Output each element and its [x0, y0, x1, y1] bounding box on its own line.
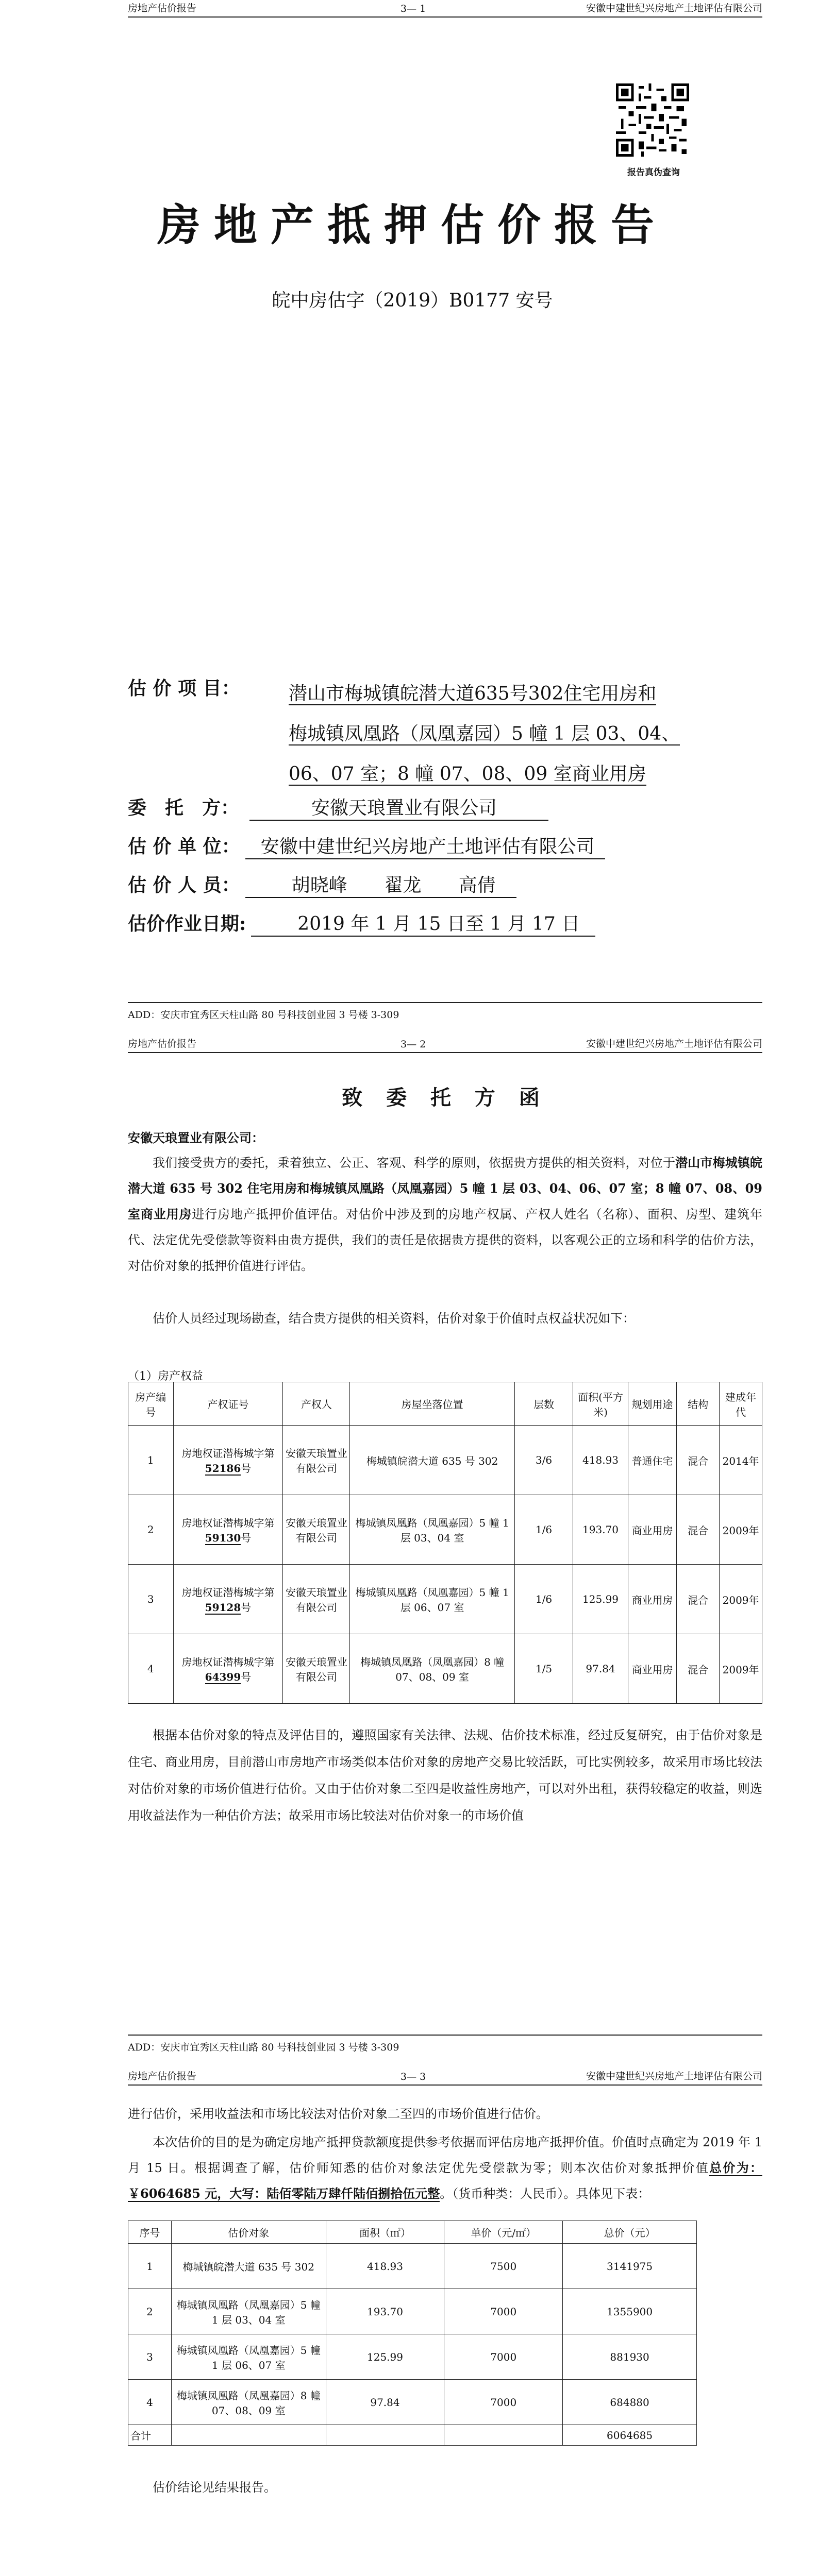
total-label: 合计: [128, 2425, 172, 2446]
p1-subject: 潜山市梅城镇皖潜大道 635 号 302 住宅用房和梅城镇凤凰路（凤凰嘉园）5 幢 1 层 03、04、06、07 室；8 幢 07、08、09 室商业用房: [128, 1155, 762, 1222]
cell-area: 193.70: [326, 2289, 444, 2334]
cell-no: 2: [128, 2289, 172, 2334]
project-line: 06、07 室；8 幢 07、08、09 室商业用房: [289, 764, 646, 785]
cell-cert: [173, 1495, 283, 1565]
cert-text: 房地权证潜梅城字第: [181, 1586, 275, 1599]
cert-text: 房地权证潜梅城字第: [181, 1517, 275, 1529]
staff-value: 胡晓峰 翟龙 高倩: [245, 871, 516, 898]
header-company: 安徽中建世纪兴房地产土地评估有限公司: [586, 1038, 762, 1049]
cell-use: 商业用房: [628, 1495, 677, 1565]
cell-use: 商业用房: [628, 1634, 677, 1704]
cert-suffix: 号: [241, 1671, 252, 1683]
date-value: 2019 年 1 月 15 日至 1 月 17 日: [251, 909, 595, 937]
cell-location: 梅城镇凤凰路（凤凰嘉园）5 幢 1 层 06、07 室: [350, 1565, 514, 1634]
cell-empty: [444, 2425, 563, 2446]
value-table: [128, 2221, 697, 2446]
cell-total: 881930: [563, 2334, 697, 2380]
cell-object: 梅城镇皖潜大道 635 号 302: [171, 2244, 326, 2289]
cell-use: 商业用房: [628, 1565, 677, 1634]
cell-no: 3: [128, 2334, 172, 2380]
page-gap: [0, 1025, 818, 1032]
table-row: [128, 2289, 697, 2334]
project-row: [128, 674, 240, 700]
header-left: 房地产估价报告: [128, 2071, 197, 2082]
rights-header-cell: 房屋坐落位置: [350, 1382, 514, 1426]
table-row: [128, 2334, 697, 2380]
rights-header-cell: 结构: [677, 1382, 720, 1426]
table-row: [128, 2380, 697, 2425]
cell-structure: 混合: [677, 1495, 720, 1565]
rights-header-cell: 产权人: [283, 1382, 350, 1426]
cell-object: 梅城镇凤凰路（凤凰嘉园）5 幢 1 层 06、07 室: [171, 2334, 326, 2380]
rights-header-cell: 建成年代: [720, 1382, 762, 1426]
rights-table: [128, 1382, 762, 1704]
cell-year: 2009年: [720, 1565, 762, 1634]
cell-area: 97.84: [326, 2380, 444, 2425]
header-page-number: 3— 2: [400, 1039, 426, 1050]
letter-paragraph-2: 估价人员经过现场勘查，结合贵方提供的相关资料，估价对象于价值时点权益状况如下：: [153, 1311, 635, 1326]
cert-suffix: 号: [241, 1532, 252, 1544]
cell-year: 2014年: [720, 1426, 762, 1495]
cell-no: 3: [128, 1565, 174, 1634]
report-number: 皖中房估字（2019）B0177 安号: [272, 290, 553, 311]
cell-use: 普通住宅: [628, 1426, 677, 1495]
cell-cert: [173, 1565, 283, 1634]
value-header-cell: 单价（元/㎡）: [444, 2221, 563, 2244]
cell-empty: [326, 2425, 444, 2446]
letter-title: 致 委 托 方 函: [342, 1086, 548, 1110]
cell-area: 418.93: [573, 1426, 628, 1495]
cert-number: 52186: [205, 1462, 241, 1475]
cell-owner: 安徽天琅置业有限公司: [283, 1426, 350, 1495]
rights-table-header: [128, 1382, 762, 1426]
letter-paragraph-3-cont: 进行估价，采用收益法和市场比较法对估价对象二至四的市场价值进行估价。: [128, 2107, 548, 2121]
qr-caption: 报告真伪查询: [627, 167, 680, 178]
report-title: 房地产抵押估价报告: [157, 199, 667, 250]
letter-paragraph-1: [128, 1150, 762, 1279]
conclusion-note: 估价结论见结果报告。: [153, 2480, 276, 2495]
value-header-cell: 面积（㎡）: [326, 2221, 444, 2244]
cell-object: 梅城镇凤凰路（凤凰嘉园）5 幢 1 层 03、04 室: [171, 2289, 326, 2334]
letter-paragraph-4: [128, 2129, 762, 2207]
date-row: [128, 909, 595, 937]
cell-total: 684880: [563, 2380, 697, 2425]
cert-number: 59128: [205, 1601, 241, 1614]
appraiser-value: 安徽中建世纪兴房地产土地评估有限公司: [245, 832, 605, 859]
cell-location: 梅城镇凤凰路（凤凰嘉园）8 幢 07、08、09 室: [350, 1634, 514, 1704]
cell-cert: [173, 1426, 283, 1495]
page-footer: [128, 2035, 762, 2054]
value-header-cell: 总价（元）: [563, 2221, 697, 2244]
cell-year: 2009年: [720, 1634, 762, 1704]
p4-text-2: 。（货币种类：人民币）。具体见下表：: [440, 2187, 650, 2201]
table-row: [128, 1426, 762, 1495]
cell-floor: 3/6: [514, 1426, 573, 1495]
rights-header-cell: 房产编号: [128, 1382, 174, 1426]
client-value: 安徽天琅置业有限公司: [249, 793, 548, 821]
cell-floor: 1/6: [514, 1565, 573, 1634]
cert-text: 房地权证潜梅城字第: [181, 1447, 275, 1460]
table-row: [128, 2244, 697, 2289]
table-row: [128, 1565, 762, 1634]
header-page-number: 3— 3: [400, 2071, 426, 2082]
cell-unit-price: 7000: [444, 2289, 563, 2334]
cell-structure: 混合: [677, 1426, 720, 1495]
cell-location: 梅城镇皖潜大道 635 号 302: [350, 1426, 514, 1495]
project-label: 估 价 项 目：: [128, 677, 240, 699]
cell-total: 1355900: [563, 2289, 697, 2334]
rights-header-cell: 规划用途: [628, 1382, 677, 1426]
cell-area: 418.93: [326, 2244, 444, 2289]
page-gap: [0, 2058, 818, 2065]
cell-area: 125.99: [573, 1565, 628, 1634]
value-table-header: [128, 2221, 697, 2244]
appraiser-row: [128, 832, 605, 859]
cell-cert: [173, 1634, 283, 1704]
footer-address: ADD：安庆市宜秀区天柱山路 80 号科技创业园 3 号楼 3-309: [128, 2042, 399, 2053]
client-label: 委 托 方：: [128, 797, 240, 819]
header-company: 安徽中建世纪兴房地产土地评估有限公司: [586, 2071, 762, 2082]
cover-page: [0, 0, 818, 1025]
page-header: [128, 2068, 762, 2086]
appraiser-label: 估 价 单 位：: [128, 836, 240, 857]
header-page-number: 3— 1: [400, 3, 426, 14]
cell-area: 125.99: [326, 2334, 444, 2380]
letter-page-1: [0, 1032, 818, 2058]
cell-owner: 安徽天琅置业有限公司: [283, 1495, 350, 1565]
value-header-cell: 序号: [128, 2221, 172, 2244]
p4-total-value: 总价为：￥6064685 元，大写：陆佰零陆万肆仟陆佰捌拾伍元整: [128, 2160, 763, 2201]
cell-owner: 安徽天琅置业有限公司: [283, 1634, 350, 1704]
cell-no: 4: [128, 2380, 172, 2425]
cell-unit-price: 7000: [444, 2334, 563, 2380]
project-line: 潜山市梅城镇皖潜大道635号302住宅用房和: [289, 683, 657, 704]
cert-suffix: 号: [241, 1601, 252, 1614]
cell-no: 4: [128, 1634, 174, 1704]
cell-empty: [171, 2425, 326, 2446]
table-row: [128, 1495, 762, 1565]
table-total-row: [128, 2425, 697, 2446]
salutation: 安徽天琅置业有限公司：: [128, 1130, 264, 1145]
header-left: 房地产估价报告: [128, 1038, 197, 1049]
date-label: 估价作业日期:: [128, 913, 246, 935]
cell-location: 梅城镇凤凰路（凤凰嘉园）5 幢 1 层 03、04 室: [350, 1495, 514, 1565]
cell-area: 97.84: [573, 1634, 628, 1704]
client-row: [128, 793, 548, 821]
p4-text: 本次估价的目的是为确定房地产抵押贷款额度提供参考依据而评估房地产抵押价值。价值时点确定为 2019 年 1 月 15 日。根据调查了解，估价师知悉的估价对象法定优先受偿款为零；则本次估价对象抵押价值: [128, 2135, 762, 2175]
cert-number: 64399: [205, 1671, 241, 1683]
cert-text: 房地权证潜梅城字第: [181, 1656, 275, 1668]
p1-text-2: 进行房地产抵押价值评估。对估价中涉及到的房地产权属、产权人姓名（名称）、面积、房型、建筑年代、法定优先受偿款等资料由贵方提供，我们的责任是依据贵方提供的资料，以客观公正的立场和科学的估价方法，对估价对象的抵押价值进行评估。: [128, 1207, 762, 1273]
p1-text: 我们接受贵方的委托，秉着独立、公正、客观、科学的原则，依据贵方提供的相关资料，对位于: [153, 1156, 676, 1170]
cell-no: 2: [128, 1495, 174, 1565]
cell-area: 193.70: [573, 1495, 628, 1565]
cell-year: 2009年: [720, 1495, 762, 1565]
page-header: [128, 1036, 762, 1053]
letter-page-2: [0, 2065, 818, 2576]
value-header-cell: 估价对象: [171, 2221, 326, 2244]
rights-header-cell: 层数: [514, 1382, 573, 1426]
cell-object: 梅城镇凤凰路（凤凰嘉园）8 幢 07、08、09 室: [171, 2380, 326, 2425]
rights-header-cell: 面积(平方米): [573, 1382, 628, 1426]
cell-structure: 混合: [677, 1565, 720, 1634]
page-footer: [128, 1002, 762, 1021]
cell-unit-price: 7500: [444, 2244, 563, 2289]
header-company: 安徽中建世纪兴房地产土地评估有限公司: [586, 3, 762, 14]
rights-header-cell: 产权证号: [173, 1382, 283, 1426]
cell-unit-price: 7000: [444, 2380, 563, 2425]
page-header: [128, 0, 762, 18]
rights-caption: （1）房产权益: [128, 1370, 203, 1383]
cell-owner: 安徽天琅置业有限公司: [283, 1565, 350, 1634]
header-left: 房地产估价报告: [128, 3, 197, 14]
total-value: 6064685: [563, 2425, 697, 2446]
cell-no: 1: [128, 1426, 174, 1495]
footer-address: ADD：安庆市宜秀区天柱山路 80 号科技创业园 3 号楼 3-309: [128, 1009, 399, 1021]
cert-suffix: 号: [241, 1462, 252, 1475]
staff-row: [128, 871, 516, 898]
letter-paragraph-3: 根据本估价对象的特点及评估目的，遵照国家有关法律、法规、估价技术标准，经过反复研究，由于估价对象是住宅、商业用房，目前潜山市房地产市场类似本估价对象的房地产交易比较活跃，可比实例较多，故采用市场比较法对估价对象的市场价值进行估价。又由于估价对象二至四是收益性房地产，可以对外出租，获得较稳定的收益，则选用收益法作为一种估价方法；故采用市场比较法对估价对象一的市场价值: [128, 1728, 762, 1823]
cell-floor: 1/6: [514, 1495, 573, 1565]
project-line: 梅城镇凤凰路（凤凰嘉园）5 幢 1 层 03、04、: [289, 723, 680, 744]
cell-floor: 1/5: [514, 1634, 573, 1704]
cell-total: 3141975: [563, 2244, 697, 2289]
qr-code-icon: [616, 83, 689, 157]
cell-structure: 混合: [677, 1634, 720, 1704]
cert-number: 59130: [205, 1532, 241, 1544]
staff-label: 估 价 人 员：: [128, 874, 240, 896]
table-row: [128, 1634, 762, 1704]
project-value: [289, 674, 711, 794]
cell-no: 1: [128, 2244, 172, 2289]
